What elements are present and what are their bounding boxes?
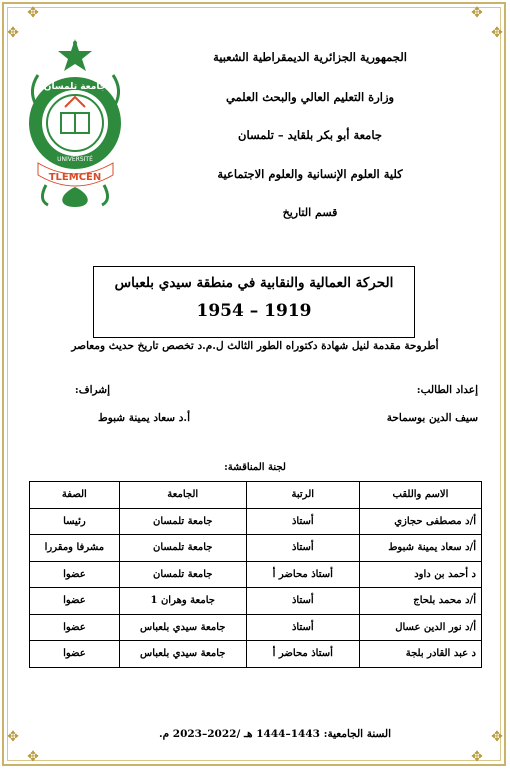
- header-role: الصفة: [30, 482, 120, 509]
- member-rank: أستاذ: [246, 588, 359, 615]
- member-role: عضوا: [30, 588, 120, 615]
- member-university: جامعة تلمسان: [119, 508, 246, 535]
- table-row: [30, 641, 482, 668]
- thesis-title-box: [93, 266, 415, 338]
- member-name: أ/د نور الدين عسال: [359, 614, 481, 641]
- republic-line: الجمهورية الجزائرية الديمقراطية الشعبية: [213, 50, 407, 64]
- supervisor-label: إشراف:: [74, 384, 110, 396]
- table-row: [30, 588, 482, 615]
- table-row: [30, 508, 482, 535]
- table-header-row: [30, 482, 482, 509]
- member-role: عضوا: [30, 561, 120, 588]
- member-name: د عبد القادر بلجة: [359, 641, 481, 668]
- member-name: أ/د محمد بلحاج: [359, 588, 481, 615]
- corner-ornament-icon: ✥: [7, 25, 19, 41]
- thesis-title: الحركة العمالية والنقابية في منطقة سيدي بلعباس: [114, 275, 394, 291]
- member-rank: أستاذ: [246, 508, 359, 535]
- member-rank: أستاذ محاضر أ: [246, 561, 359, 588]
- member-rank: أستاذ: [246, 614, 359, 641]
- member-university: جامعة سيدي بلعباس: [119, 641, 246, 668]
- corner-ornament-icon: ✥: [471, 749, 483, 765]
- corner-ornament-icon: ✥: [491, 729, 503, 745]
- member-rank: أستاذ: [246, 535, 359, 562]
- header-university: الجامعة: [119, 482, 246, 509]
- member-rank: أستاذ محاضر أ: [246, 641, 359, 668]
- member-role: رئيسا: [30, 508, 120, 535]
- university-line: جامعة أبو بكر بلقايد – تلمسان: [238, 128, 382, 142]
- corner-ornament-icon: ✥: [27, 5, 39, 21]
- header-name: الاسم واللقب: [359, 482, 481, 509]
- member-university: جامعة تلمسان: [119, 561, 246, 588]
- member-university: جامعة سيدي بلعباس: [119, 614, 246, 641]
- thesis-years: 1954 – 1919: [196, 301, 312, 321]
- member-name: أ/د سعاد يمينة شبوط: [359, 535, 481, 562]
- corner-ornament-icon: ✥: [27, 749, 39, 765]
- member-university: جامعة تلمسان: [119, 535, 246, 562]
- member-name: د أحمد بن داود: [359, 561, 481, 588]
- university-logo: [18, 35, 133, 210]
- thesis-subtitle: أطروحة مقدمة لنيل شهادة دكتوراه الطور الثالث ل.م.د تخصص تاريخ حديث ومعاصر: [71, 340, 439, 352]
- member-role: مشرفا ومقررا: [30, 535, 120, 562]
- corner-ornament-icon: ✥: [491, 25, 503, 41]
- member-name: أ/د مصطفى حجازي: [359, 508, 481, 535]
- ministry-line: وزارة التعليم العالي والبحث العلمي: [225, 90, 395, 104]
- jury-table: [29, 481, 482, 668]
- academic-year: السنة الجامعية: 1443–1444 هـ /2022–2023 م.: [158, 728, 392, 740]
- logo-univ-text: UNIVERSITÉ: [57, 156, 93, 163]
- table-row: [30, 535, 482, 562]
- header-rank: الرتبة: [246, 482, 359, 509]
- logo-city-text: TLEMCEN: [48, 172, 102, 183]
- member-role: عضوا: [30, 641, 120, 668]
- table-row: [30, 614, 482, 641]
- table-row: [30, 561, 482, 588]
- member-university: جامعة وهران 1: [119, 588, 246, 615]
- logo-arabic-text: جامعة تلمسان: [43, 82, 107, 92]
- student-name: سيف الدين بوسماحة: [386, 412, 478, 424]
- committee-label: لجنة المناقشة:: [224, 462, 286, 473]
- department-line: قسم التاريخ: [282, 206, 338, 219]
- student-label: إعداد الطالب:: [416, 384, 478, 396]
- supervisor-name: أ.د سعاد يمينة شبوط: [97, 412, 190, 424]
- member-role: عضوا: [30, 614, 120, 641]
- corner-ornament-icon: ✥: [471, 5, 483, 21]
- faculty-line: كلية العلوم الإنسانية والعلوم الاجتماعية: [217, 167, 403, 181]
- corner-ornament-icon: ✥: [7, 729, 19, 745]
